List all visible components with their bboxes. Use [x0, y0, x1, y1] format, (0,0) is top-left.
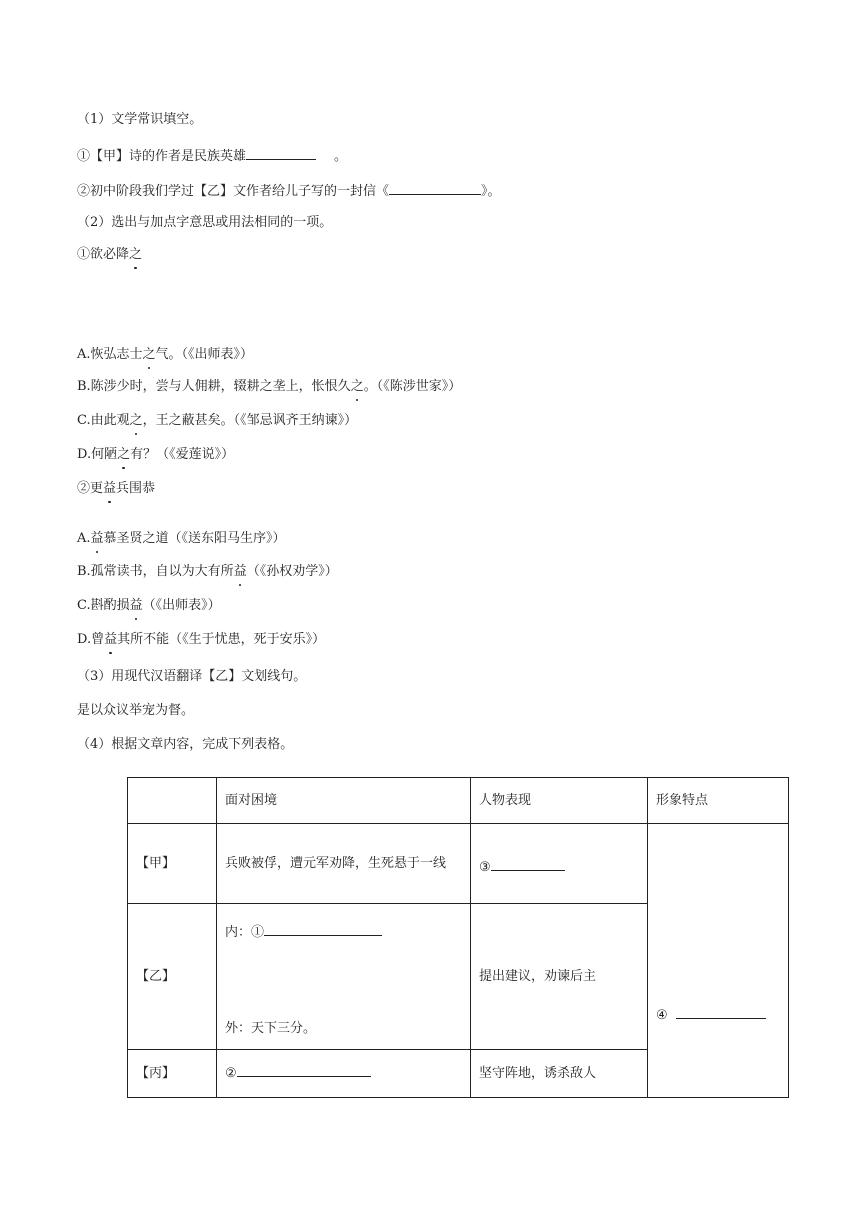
q1-item-b-blank[interactable] [389, 181, 481, 195]
dotted-char: 之 [129, 247, 143, 262]
q2-s1-option-d[interactable]: D.何陋之有？（《爱莲说》） [77, 447, 235, 462]
table-row [128, 824, 789, 904]
performance-bing: 坚守阵地，诱杀敌人 [471, 1050, 648, 1098]
q2-s1-option-c[interactable]: C.由此观之，王之蔽甚矣。（《邹忌讽齐王纳谏》） [77, 413, 358, 428]
header-situation: 面对困境 [217, 778, 471, 824]
performance-jia: ③ [471, 824, 648, 904]
q3-sentence: 是以众议举宠为督。 [77, 703, 195, 718]
header-performance: 人物表现 [471, 778, 648, 824]
header-trait: 形象特点 [648, 778, 789, 824]
q2-s1-option-b[interactable]: B.陈涉少时，尝与人佣耕，辍耕之垄上，怅恨久之。（《陈涉世家》） [77, 379, 462, 394]
table-header-row [128, 778, 789, 824]
q1-item-a-end: 。 [334, 149, 348, 164]
trait-cell: ④ [648, 824, 789, 1098]
trait-blank[interactable] [676, 1005, 766, 1019]
q4-title: （4）根据文章内容，完成下列表格。 [77, 737, 294, 752]
q2-s1-option-a[interactable]: A.恢弘志士之气。（《出师表》） [77, 347, 254, 362]
situation-jia: 兵败被俘，遭元军劝降，生死悬于一线 [217, 824, 471, 904]
dotted-char: 益 [103, 481, 117, 496]
q2-s2-option-d[interactable]: D.曾益其所不能（《生于忧患，死于安乐》） [77, 632, 326, 647]
situation-yi: 内：① 外：天下三分。 [217, 904, 471, 1050]
q3-title: （3）用现代汉语翻译【乙】文划线句。 [77, 669, 307, 684]
q2-title: （2）选出与加点字意思或用法相同的一项。 [77, 215, 333, 230]
q2-s2-option-b[interactable]: B.孤常读书，自以为大有所益（《孙权劝学》） [77, 564, 338, 579]
q1-item-a [77, 146, 347, 166]
q2-s2-option-c[interactable]: C.斟酌损益（《出师表》） [77, 598, 221, 613]
row-label-yi: 【乙】 [128, 904, 217, 1050]
dotted-char: 之 [129, 413, 143, 428]
situation-bing-blank[interactable] [237, 1063, 371, 1077]
q2-sentence-2: ②更益兵围恭 [77, 481, 156, 496]
q1-item-a-blank[interactable] [246, 146, 316, 160]
row-label-jia: 【甲】 [128, 824, 217, 904]
q1-item-b-text: ②初中阶段我们学过【乙】文作者给儿子写的一封信《 [77, 184, 390, 199]
q1-item-a-text: ①【甲】诗的作者是民族英雄 [77, 149, 247, 164]
performance-yi: 提出建议，劝谏后主 [471, 904, 648, 1050]
dotted-char: 益 [233, 564, 247, 579]
q2-s2-option-a[interactable]: A.益慕圣贤之道（《送东阳马生序》） [77, 531, 286, 546]
row-label-bing: 【丙】 [128, 1050, 217, 1098]
performance-jia-blank[interactable] [491, 857, 565, 871]
q1-title: （1）文学常识填空。 [77, 112, 203, 127]
situation-yi-blank[interactable] [264, 922, 382, 936]
q2-sentence-1: ①欲必降之 [77, 247, 143, 262]
header-cell-empty [128, 778, 217, 824]
answer-table [127, 777, 789, 1098]
q1-item-b [77, 181, 501, 201]
situation-bing: ② [217, 1050, 471, 1098]
dotted-char: 之 [117, 447, 131, 462]
q1-item-b-end: 》。 [481, 184, 501, 199]
dotted-char: 益 [90, 531, 104, 546]
dotted-char: 益 [104, 632, 118, 647]
dotted-char: 之 [350, 379, 364, 394]
dotted-char: 益 [129, 598, 143, 613]
dotted-char: 之 [142, 347, 156, 362]
